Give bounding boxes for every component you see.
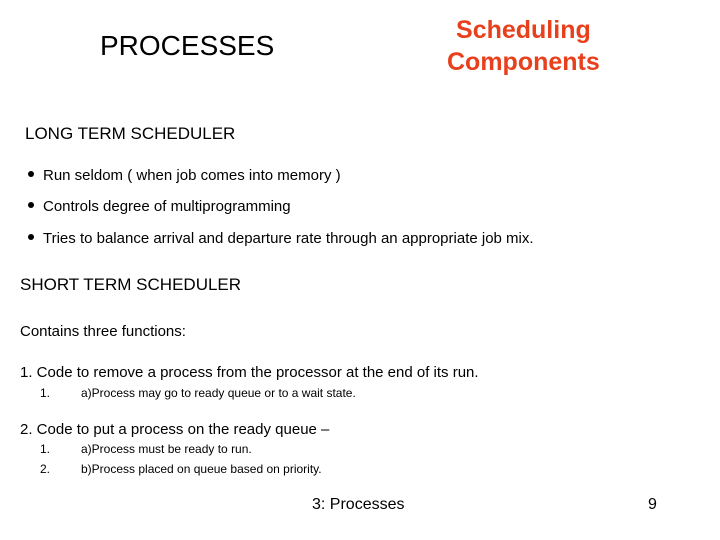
sub-item-text: b)Process placed on queue based on priority. (81, 462, 322, 476)
bullet-dot-icon (28, 202, 34, 208)
slide-title: PROCESSES (100, 30, 275, 61)
bullet-text: Run seldom ( when job comes into memory ) (43, 167, 341, 184)
page-number: 9 (648, 496, 657, 513)
subtitle-line-1: Scheduling (456, 16, 591, 44)
short-term-heading: SHORT TERM SCHEDULER (20, 275, 242, 294)
sub-item-text: a)Process must be ready to run. (81, 442, 252, 456)
sub-item (40, 386, 356, 400)
bullet-dot-icon (28, 234, 34, 240)
function-item-1: 1. Code to remove a process from the processor at the end of its run. (20, 364, 479, 381)
bullet-item (28, 198, 291, 215)
bullet-text: Controls degree of multiprogramming (43, 198, 291, 215)
long-term-heading: LONG TERM SCHEDULER (25, 124, 236, 143)
sub-item-number: 2. (40, 462, 51, 476)
slide-subtitle (447, 14, 600, 78)
function-item-2: 2. Code to put a process on the ready queue – (20, 421, 330, 438)
sub-item (40, 462, 322, 476)
bullet-text: Tries to balance arrival and departure rate through an appropriate job mix. (43, 230, 534, 247)
sub-item (40, 442, 252, 456)
subtitle-line-2: Components (447, 48, 600, 76)
bullet-item (28, 167, 341, 184)
short-term-intro: Contains three functions: (20, 323, 186, 340)
sub-item-number: 1. (40, 386, 51, 400)
sub-item-number: 1. (40, 442, 51, 456)
footer-label: 3: Processes (312, 496, 405, 513)
sub-item-text: a)Process may go to ready queue or to a wait state. (81, 386, 356, 400)
bullet-dot-icon (28, 171, 34, 177)
bullet-item (28, 230, 534, 247)
